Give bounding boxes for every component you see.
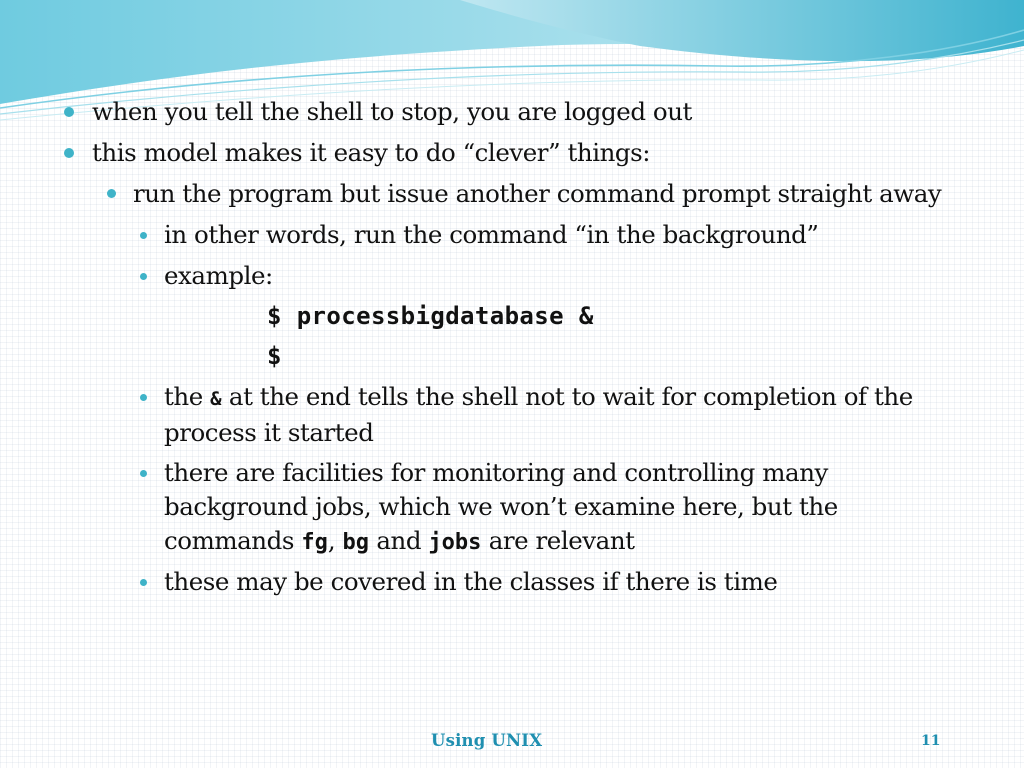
bullet-icon [140, 394, 147, 401]
bullet-icon [140, 273, 147, 280]
inline-code: & [210, 388, 222, 410]
code-line: $ [267, 342, 282, 370]
bullet-text-continuation: process it started [164, 418, 374, 447]
text-segment: at the end tells the shell not to wait for completion of the [221, 382, 913, 411]
bullet-text: this model makes it easy to do “clever” things: [92, 138, 651, 167]
footer-title: Using UNIX [431, 731, 543, 750]
code-line: $ processbigdatabase & [267, 302, 594, 330]
bullet-icon [140, 232, 147, 239]
bullet-icon [64, 107, 74, 117]
text-segment: and [369, 526, 429, 555]
text-segment: are relevant [481, 526, 635, 555]
bullet-text [164, 381, 913, 415]
inline-code: bg [342, 530, 370, 555]
bullet-text: these may be covered in the classes if there is time [164, 567, 778, 596]
text-segment: commands [164, 526, 302, 555]
bullet-text: run the program but issue another command prompt straight away [133, 179, 942, 208]
bullet-icon [107, 189, 116, 198]
bullet-icon [140, 470, 147, 477]
text-segment: , [327, 526, 343, 555]
text-segment: the [164, 382, 211, 411]
bullet-icon [64, 148, 74, 158]
bullet-text: when you tell the shell to stop, you are logged out [92, 97, 692, 126]
inline-code: jobs [428, 530, 482, 555]
slide-number: 11 [921, 733, 941, 749]
bullet-text: in other words, run the command “in the background” [164, 220, 819, 249]
bullet-text: there are facilities for monitoring and controlling many [164, 458, 828, 487]
bullet-text-continuation: background jobs, which we won’t examine here, but the [164, 492, 838, 521]
bullet-text: example: [164, 261, 273, 290]
bullet-text-continuation [164, 525, 635, 559]
inline-code: fg [301, 530, 328, 555]
bullet-icon [140, 579, 147, 586]
